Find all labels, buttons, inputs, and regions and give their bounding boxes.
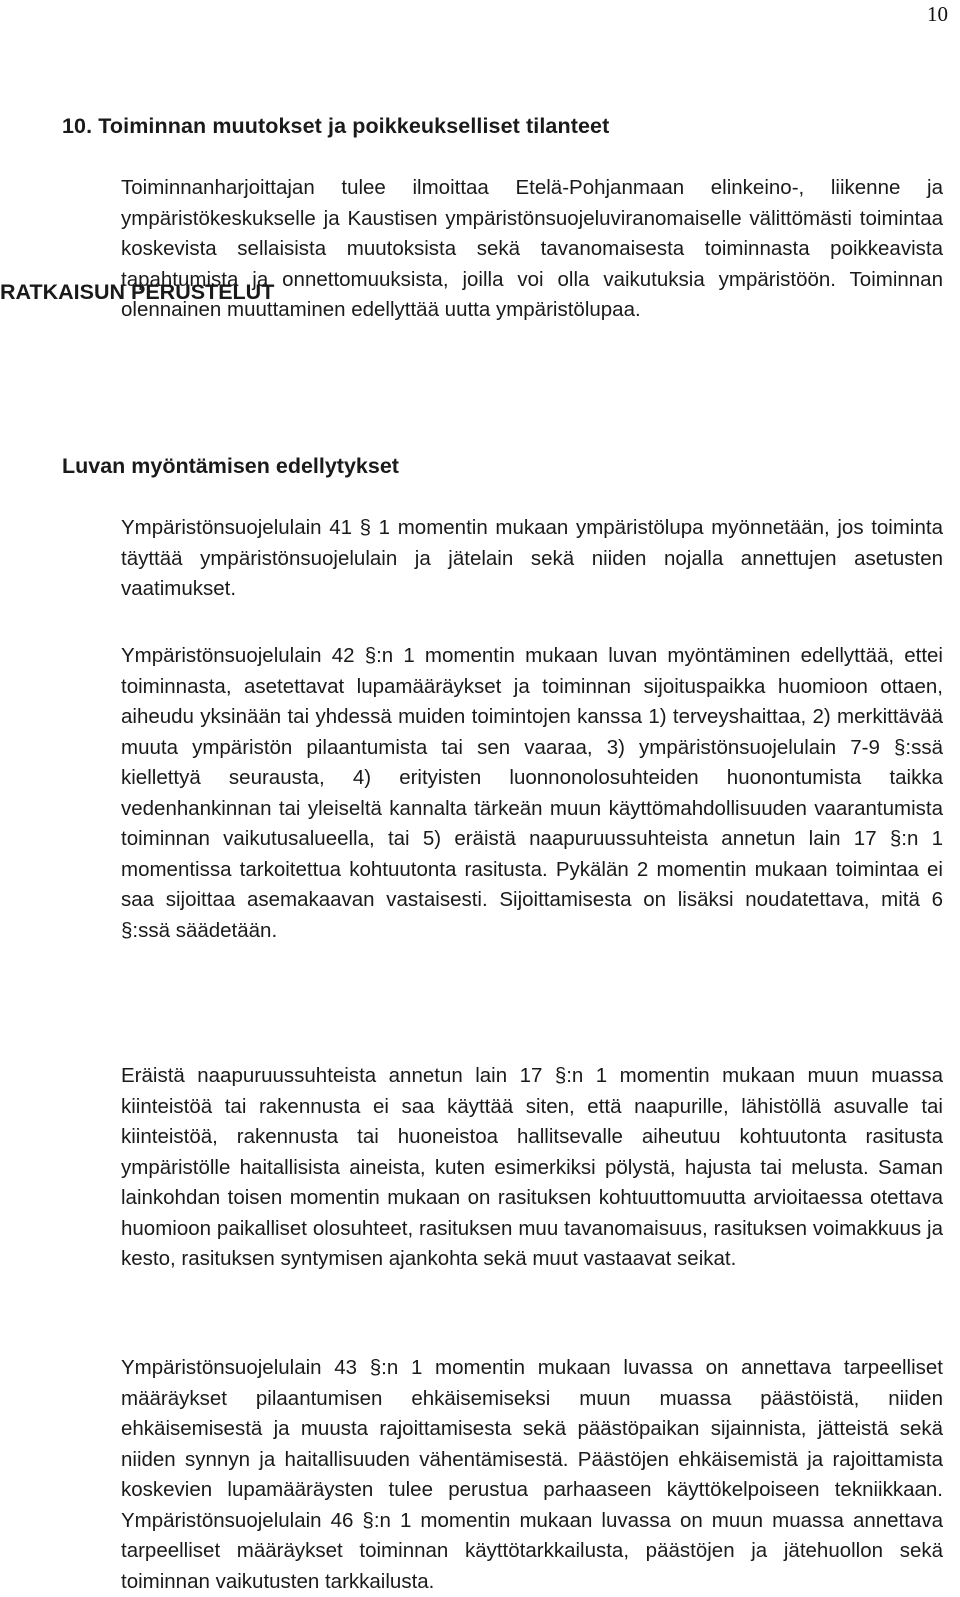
body-paragraph: Ympäristönsuojelulain 43 §:n 1 momentin mukaan luvassa on annettava tarpeelliset määräykset pilaantumisen ehkäisemiseksi muun muassa päästöistä, niiden ehkäisemisestä ja muusta rajoittamisesta sekä päästöpaikan sijainnista, jätteistä sekä niiden synnyn ja haitallisuuden vähentämisestä. Päästöjen ehkäisemistä ja rajoittamista koskevien lupamääräysten tulee perustua parhaaseen käyttökelpoiseen tekniikkaan. Ympäristönsuojelulain 46 §:n 1 momentin mukaan luvassa on muun muassa annettava tarpeelliset määräykset toiminnan käyttötarkkailusta, päästöjen ja jätehuollon sekä toiminnan vaikutusten tarkkailusta. [121,1356,943,1593]
sub-heading: Luvan myöntämisen edellytykset [62,454,399,478]
body-paragraph: Eräistä naapuruussuhteista annetun lain 17 §:n 1 momentin mukaan muun muassa kiinteistöä tai rakennusta ei saa käyttää siten, että naapurille, lähistöllä asuvalle tai kiinteistöä, rakennusta tai huoneistoa hallitsevalle aiheutuu kohtuutonta rasitusta ympäristölle haitallisista aineista, kuten esimerkiksi pölystä, hajusta tai melusta. Saman lainkohdan toisen momentin mukaan on rasituksen kohtuuttomuutta arvioitaessa otettava huomioon paikalliset olosuhteet, rasituksen muu tavanomaisuus, rasituksen voimakkuus ja kesto, rasituksen syntymisen ajankohta sekä muut vastaavat seikat. [121,1064,943,1270]
body-paragraph: Ympäristönsuojelulain 42 §:n 1 momentin mukaan luvan myöntäminen edellyttää, ettei toiminnasta, asetettavat lupamääräykset ja toiminnan sijoituspaikka huomioon ottaen, aiheudu yksinään tai yhdessä muiden toimintojen kanssa 1) terveyshaittaa, 2) merkittävää muuta ympäristön pilaantumista tai sen vaaraa, 3) ympäristönsuojelulain 7-9 §:ssä kiellettyä seurausta, 4) erityisten luonnonolosuhteiden huonontumista taikka vedenhankinnan tai yleiseltä kannalta tärkeän muun käyttömahdollisuuden vaarantumista toiminnan vaikutusalueella, tai 5) eräistä naapuruussuhteista annetun lain 17 §:n 1 momentissa tarkoitettua kohtuutonta rasitusta. Pykälän 2 momentin mukaan toimintaa ei saa sijoittaa asemakaavan vastaisesti. Sijoittamisesta on lisäksi noudatettava, mitä 6 §:ssä säädetään. [121,644,943,942]
section-paragraph: Toiminnanharjoittajan tulee ilmoittaa Etelä-Pohjanmaan elinkeino-, liikenne ja ympäristökeskukselle ja Kaustisen ympäristönsuojeluviranomaiselle välittömästi toimintaa koskevista sellaisista muutoksista sekä tavanomaisesta toiminnasta poikkeavista tapahtumista ja onnettomuuksista, joilla voi olla vaikutuksia ympäristöön. Toiminnan olennainen muuttaminen edellyttää uutta ympäristölupaa. [121,176,943,321]
section-heading: 10. Toiminnan muutokset ja poikkeukselliset tilanteet [62,114,610,138]
body-paragraph: Ympäristönsuojelulain 41 § 1 momentin mukaan ympäristölupa myönnetään, jos toiminta täyttää ympäristönsuojelulain ja jätelain sekä niiden nojalla annettujen asetusten vaatimukset. [121,516,943,600]
main-heading: RATKAISUN PERUSTELUT [0,280,275,304]
page-number: 10 [927,2,948,26]
